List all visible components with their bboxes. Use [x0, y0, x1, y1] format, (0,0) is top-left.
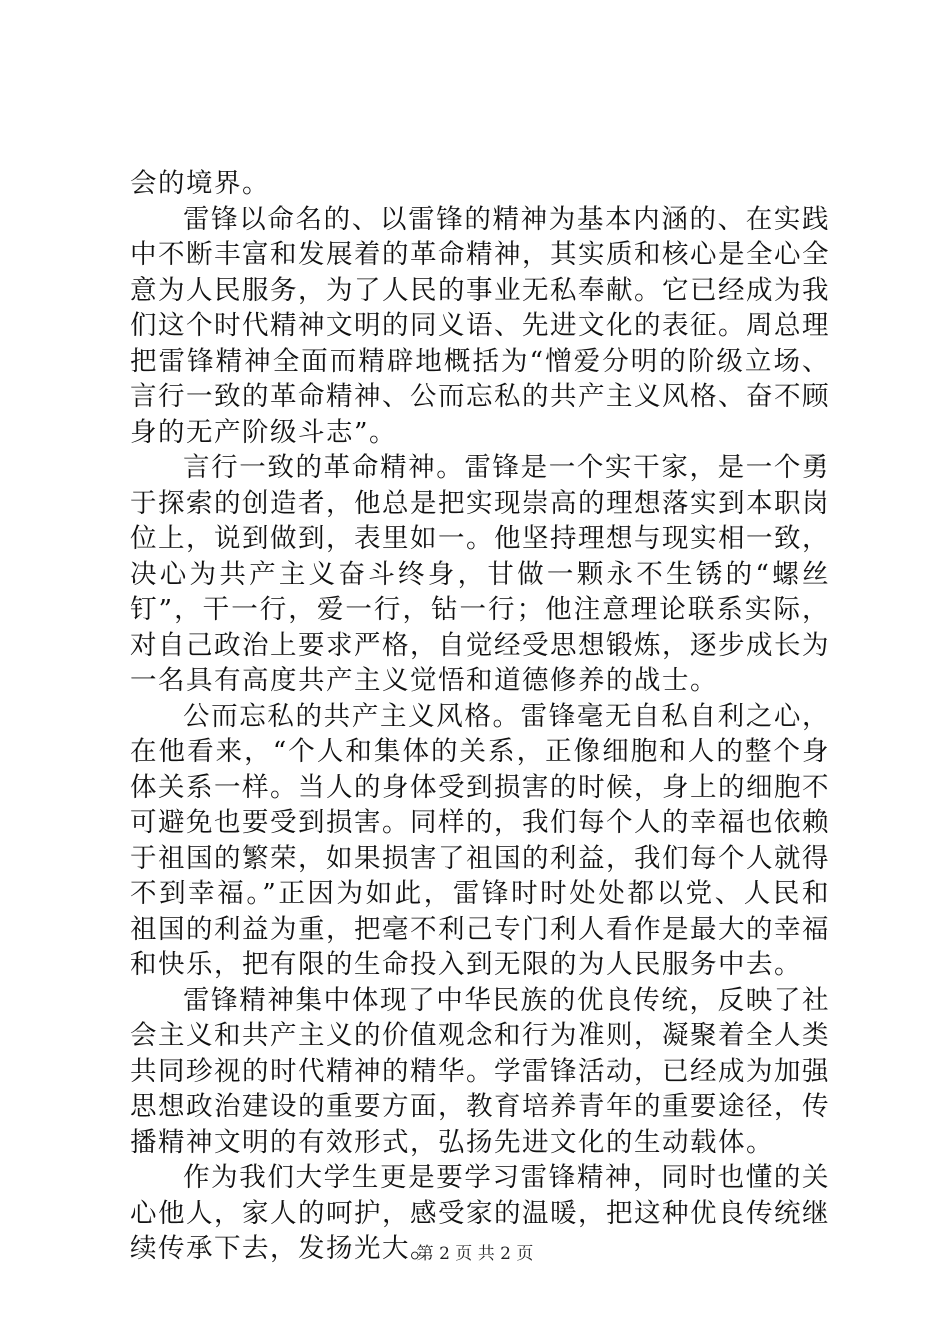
paragraph-revolutionary-spirit: 言行一致的革命精神。雷锋是一个实干家，是一个勇于探索的创造者，他总是把实现崇高的理想落实到本职岗位上，说到做到，表里如一。他坚持理想与现实相一致，决心为共产主义奋斗终身，甘做一颗永不生锈的“螺丝钉”，干一行，爱一行，钻一行；他注意理论联系实际，对自己政治上要求严格，自觉经受思想锻炼，逐步成长为一名具有高度共产主义觉悟和道德修养的战士。	[130, 452, 830, 696]
page-number-footer: 第 2 页 共 2 页	[416, 1244, 534, 1264]
document-body	[130, 166, 830, 1267]
paragraph-continuation: 会的境界。	[130, 168, 270, 199]
paragraph-students: 作为我们大学生更是要学习雷锋精神，同时也懂的关心他人，家人的呵护，感受家的温暖，把这种优良传统继续传承下去，发扬光大。	[130, 1162, 830, 1264]
paragraph-lei-feng-spirit: 雷锋以命名的、以雷锋的精神为基本内涵的、在实践中不断丰富和发展着的革命精神，其实质和核心是全心全意为人民服务，为了人民的事业无私奉献。它已经成为我们这个时代精神文明的同义语、先进文化的表征。周总理把雷锋精神全面而精辟地概括为“憎爱分明的阶级立场、言行一致的革命精神、公而忘私的共产主义风格、奋不顾身的无产阶级斗志”。	[130, 203, 830, 448]
paragraph-selfless-style: 公而忘私的共产主义风格。雷锋毫无自私自利之心，在他看来，“个人和集体的关系，正像细胞和人的整个身体关系一样。当人的身体受到损害的时候，身上的细胞不可避免也要受到损害。同样的，我们每个人的幸福也依赖于祖国的繁荣，如果损害了祖国的利益，我们每个人就得不到幸福。”正因为如此，雷锋时时处处都以党、人民和祖国的利益为重，把毫不利己专门利人看作是最大的幸福和快乐，把有限的生命投入到无限的为人民服务中去。	[130, 700, 830, 980]
paragraph-national-tradition: 雷锋精神集中体现了中华民族的优良传统，反映了社会主义和共产主义的价值观念和行为准则，凝聚着全人类共同珍视的时代精神的精华。学雷锋活动，已经成为加强思想政治建设的重要方面，教育培养青年的重要途径，传播精神文明的有效形式，弘扬先进文化的生动载体。	[130, 984, 830, 1158]
